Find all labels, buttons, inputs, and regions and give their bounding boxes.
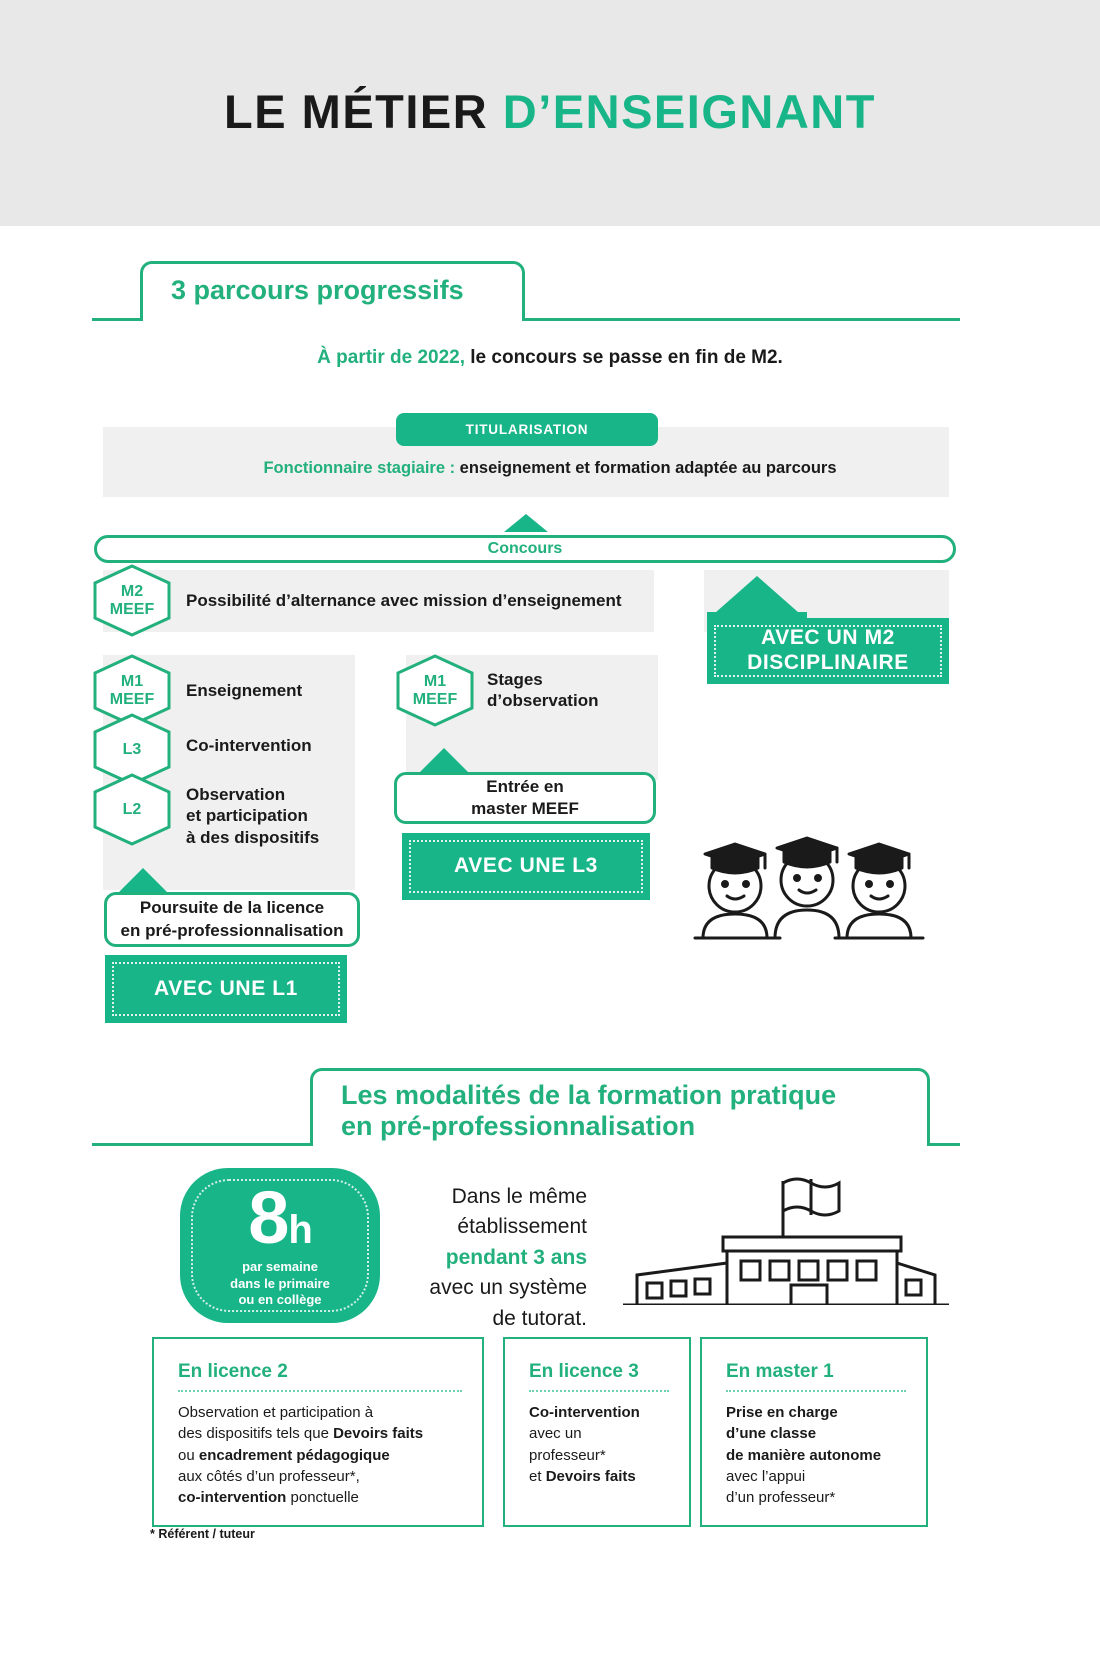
card-licence-2-body: Observation et participation à des dispositifs tels que Devoirs faits ou encadrement pédagogique aux côtés d’un professeur*, co-intervention ponctuelle — [178, 1404, 424, 1507]
section2-tab-line2: en pré-professionnalisation — [341, 1111, 696, 1142]
avec-une-l1-label: AVEC UNE L1 — [154, 976, 298, 1000]
page-title — [0, 85, 1100, 138]
school-building-icon — [615, 1175, 955, 1305]
hours-sub-line1: par semaine — [242, 1259, 318, 1275]
l2-row-line3: à des dispositifs — [186, 827, 320, 847]
tutorat-line4: avec un système — [429, 1276, 587, 1300]
card-licence-3-title: En licence 3 — [529, 1361, 639, 1382]
section1-tab-label: 3 parcours progressifs — [171, 275, 464, 305]
poursuite-callout-label: Poursuite de la licence en pré-professionnalisation — [120, 898, 344, 940]
titularisation-pill — [396, 413, 658, 446]
card-master-1-body: Prise en charge d’une classe de manière autonome avec l’appui d’un professeur* — [726, 1404, 882, 1507]
card-licence-3 — [503, 1337, 691, 1527]
badge-m1-meef-stages-label: M1 MEEF — [412, 672, 458, 708]
m2-row-text: Possibilité d’alternance avec mission d’enseignement — [186, 591, 622, 610]
stages-row-text — [487, 669, 598, 712]
poursuite-licence-callout — [104, 892, 360, 947]
header-band — [0, 0, 1100, 226]
stages-line1: Stages — [487, 670, 543, 689]
badge-m2-meef-label: M2 MEEF — [109, 582, 155, 618]
m1-row-text: Enseignement — [186, 681, 303, 700]
card-licence-2-divider — [178, 1390, 462, 1392]
avec-un-m2-disciplinaire-label: AVEC UN M2 DISCIPLINAIRE — [747, 626, 909, 674]
card-master-1 — [700, 1337, 928, 1527]
badge-m1-meef-stages — [395, 653, 475, 728]
hours-badge-unit: h — [288, 1207, 312, 1252]
page-title-green: D’ENSEIGNANT — [502, 85, 876, 138]
section2-tab — [310, 1068, 930, 1146]
l2-row-text — [186, 784, 319, 848]
concours-arrow-icon — [504, 514, 548, 532]
avec-une-l3-label: AVEC UNE L3 — [454, 854, 598, 878]
tutorat-text — [415, 1182, 587, 1334]
entree-callout-label: Entrée en master MEEF — [471, 776, 579, 818]
card-master-1-divider — [726, 1390, 906, 1392]
concours-bar — [94, 535, 956, 563]
tutorat-line3-green: pendant 3 ans — [445, 1245, 587, 1269]
subline-rest: le concours se passe en fin de M2. — [465, 347, 783, 368]
titularisation-label: TITULARISATION — [465, 422, 589, 437]
tutorat-line5: de tutorat. — [492, 1306, 587, 1330]
hours-badge — [180, 1168, 380, 1323]
section1-subline — [0, 347, 1100, 369]
badge-l2-label: L2 — [122, 800, 142, 818]
section2-tab-label — [341, 1080, 836, 1142]
graduates-icon — [665, 828, 945, 958]
tutorat-line1: Dans le même — [451, 1185, 587, 1208]
card-master-1-title: En master 1 — [726, 1361, 834, 1382]
poursuite-callout-notch-icon — [117, 868, 169, 894]
section1-tab — [140, 261, 525, 321]
footnote: * Référent / tuteur — [150, 1527, 255, 1541]
hours-badge-subtext — [230, 1259, 330, 1308]
fonctionnaire-line — [0, 459, 1100, 478]
l2-row-line2: et participation — [186, 806, 308, 826]
entree-callout-notch-icon — [418, 748, 470, 774]
avec-une-l1-block — [105, 955, 347, 1023]
section1-rule-left — [92, 318, 140, 321]
badge-m2-meef — [92, 563, 172, 638]
card-licence-3-divider — [529, 1390, 669, 1392]
section1-rule-right — [525, 318, 960, 321]
l3-row-text: Co-intervention — [186, 736, 312, 755]
tutorat-line2: établissement — [457, 1215, 587, 1239]
hours-badge-number: 8h — [248, 1175, 312, 1259]
section2-tab-line1: Les modalités de la formation pratique — [341, 1080, 837, 1110]
subline-green: À partir de 2022, — [317, 347, 465, 368]
section2-rule-left — [92, 1143, 310, 1146]
l2-row-line1: Observation — [186, 785, 286, 804]
badge-m1-meef-label: M1 MEEF — [109, 672, 155, 708]
page-title-dark: LE MÉTIER — [224, 85, 489, 138]
section2-rule-right — [930, 1143, 960, 1146]
avec-un-m2-disciplinaire-block — [707, 618, 949, 684]
stages-line2: d’observation — [487, 691, 599, 711]
flag-icon — [783, 1179, 839, 1237]
card-licence-2-title: En licence 2 — [178, 1361, 288, 1382]
hours-sub-line3: ou en collège — [238, 1291, 322, 1307]
avec-une-l3-block — [402, 833, 650, 900]
badge-l2 — [92, 772, 172, 847]
hours-sub-line2: dans le primaire — [230, 1275, 330, 1291]
fonctionnaire-rest: enseignement et formation adaptée au parcours — [455, 459, 837, 477]
card-licence-2 — [152, 1337, 484, 1527]
fonctionnaire-green: Fonctionnaire stagiaire : — [263, 459, 456, 477]
badge-l3-label: L3 — [122, 740, 142, 758]
entree-master-meef-callout — [394, 772, 656, 824]
concours-label: Concours — [487, 540, 563, 557]
card-licence-3-body: Co-intervention avec un professeur* et Devoirs faits — [529, 1404, 640, 1485]
